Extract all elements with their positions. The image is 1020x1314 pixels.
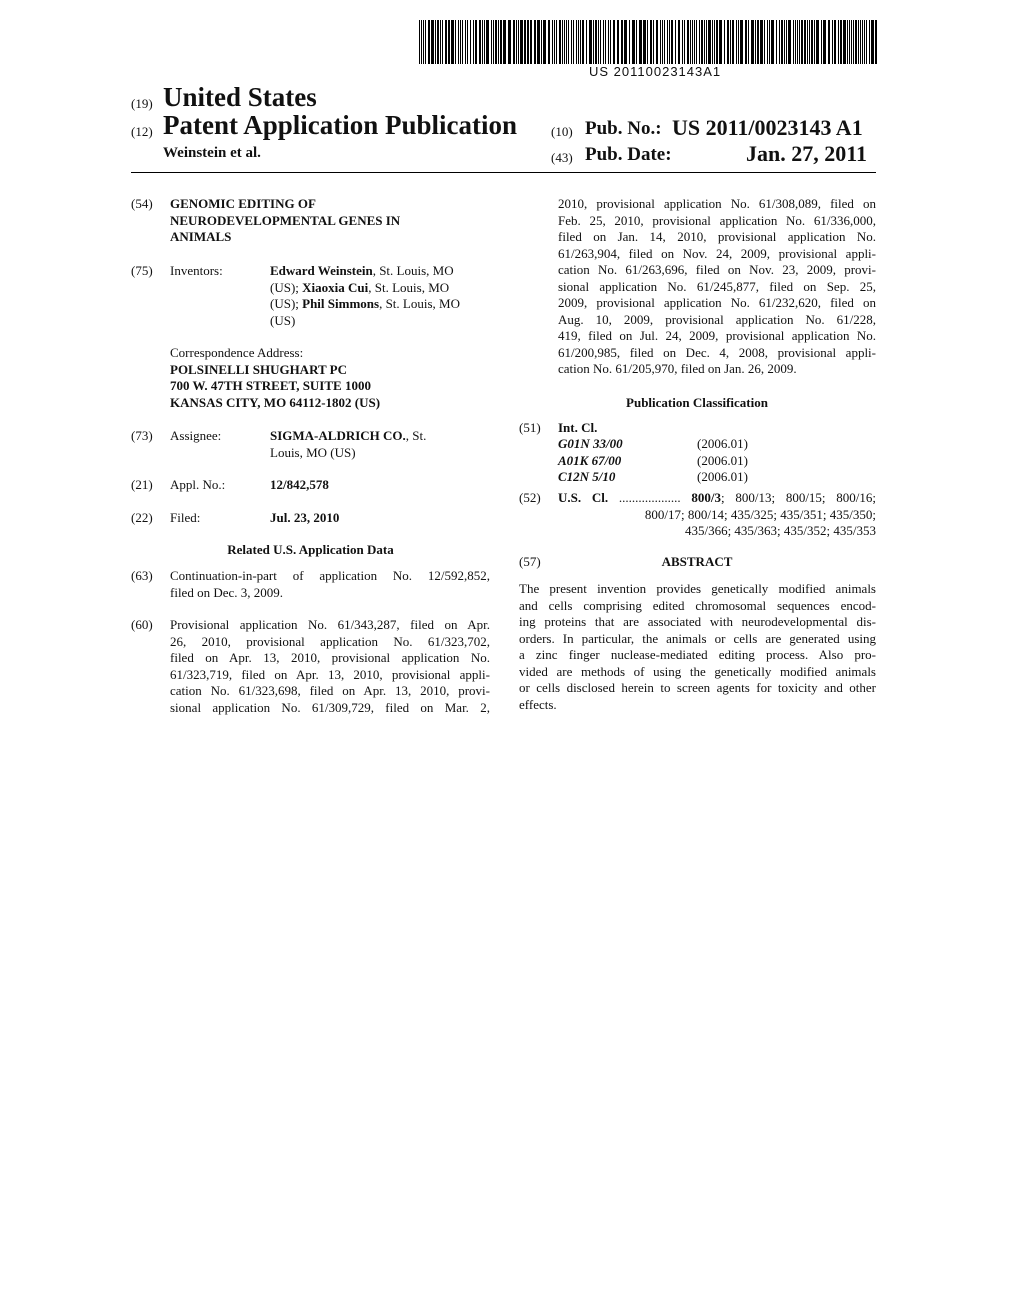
inid-code-73: (73) xyxy=(131,428,153,443)
appl-no: 12/842,578 xyxy=(270,477,329,492)
inid-code-52: (52) xyxy=(519,490,541,505)
int-cl-code: G01N 33/00 xyxy=(558,436,623,451)
int-cl-list xyxy=(558,436,858,486)
inid-code-19: (19) xyxy=(131,96,153,111)
header-rule xyxy=(131,172,876,173)
int-cl-code: C12N 5/10 xyxy=(558,469,616,484)
barcode-bar xyxy=(875,20,877,64)
text-line: 419, filed on Jul. 24, 2009, provisional application No. xyxy=(558,328,876,343)
pub-date-label: Pub. Date: xyxy=(585,144,672,165)
pub-number: US 2011/0023143 A1 xyxy=(672,115,863,140)
text-line: 61/263,904, filed on Nov. 24, 2009, provisional appli- xyxy=(558,245,876,261)
us-cl-main: 800/3 xyxy=(691,490,721,505)
text-line: cation No. 61/205,970, filed on Jan. 26, 2009. xyxy=(558,361,797,376)
text-line: The present invention provides genetically modified animals xyxy=(519,581,876,596)
barcode xyxy=(419,20,877,64)
inid-code-22: (22) xyxy=(131,510,153,525)
inid-code-10: (10) xyxy=(551,124,573,139)
text-line: vided are methods of using the genetically modified animals xyxy=(519,663,876,679)
text-line: and cells comprising edited chromosomal sequences encod- xyxy=(519,597,876,613)
text-line: 61/200,985, filed on Dec. 4, 2008, provisional appli- xyxy=(558,344,876,360)
text-line: or cells disclosed herein to screen agents for toxicity and other xyxy=(519,680,876,695)
pub-date: Jan. 27, 2011 xyxy=(746,141,868,166)
correspondence-address xyxy=(170,345,490,411)
provisional-text xyxy=(170,617,490,716)
text-line: 26, 2010, provisional application No. 61/323,702, xyxy=(170,633,490,649)
related-data-heading: Related U.S. Application Data xyxy=(227,542,394,557)
text-line: Provisional application No. 61/343,287, filed on Apr. xyxy=(170,617,490,632)
filed-label: Filed: xyxy=(170,510,201,525)
inid-code-51: (51) xyxy=(519,420,541,435)
text-line: cation No. 61/323,698, filed on Apr. 13, 2010, provi- xyxy=(170,683,490,698)
barcode-number: US 20110023143A1 xyxy=(589,64,722,79)
publication-type: Patent Application Publication xyxy=(163,110,518,140)
assignee-location: , St. xyxy=(405,428,427,443)
country-name: United States xyxy=(163,82,317,112)
inid-code-43: (43) xyxy=(551,150,573,165)
text-line: effects. xyxy=(519,696,557,712)
assignee-label: Assignee: xyxy=(170,428,222,443)
text-line: ing proteins that are associated with neurodevelopmental dis- xyxy=(519,614,876,629)
text-line: sional application No. 61/309,729, filed on Mar. 2, xyxy=(170,699,490,715)
continuation-text xyxy=(170,568,490,601)
inventor-name: Phil Simmons xyxy=(302,296,380,311)
inid-code-57: (57) xyxy=(519,554,541,569)
int-cl-row xyxy=(558,469,858,486)
abstract-heading: ABSTRACT xyxy=(661,554,733,569)
text-line: Continuation-in-part of application No. 12/592,852, xyxy=(170,568,490,583)
text-line: filed on Jan. 14, 2010, provisional application No. xyxy=(558,229,876,244)
int-cl-version: (2006.01) xyxy=(697,469,748,484)
inventor-country: (US); xyxy=(270,279,303,295)
publication-classification-heading: Publication Classification xyxy=(626,395,768,410)
filed-date: Jul. 23, 2010 xyxy=(270,510,340,525)
inventors-list xyxy=(270,263,495,329)
us-cl-line: 800/17; 800/14; 435/325; 435/351; 435/350; xyxy=(644,506,876,522)
inventor-location: , St. Louis, MO xyxy=(372,263,454,278)
us-cl-label: U.S. Cl. xyxy=(558,490,609,505)
text-line: orders. In particular, the animals or cells are generated using xyxy=(519,630,876,646)
inventor-country: (US); xyxy=(270,296,303,311)
abstract-body xyxy=(519,581,876,713)
inid-code-60: (60) xyxy=(131,617,153,632)
inid-code-75: (75) xyxy=(131,263,153,278)
us-cl-rest: ; 800/13; 800/15; 800/16; xyxy=(721,490,877,505)
provisional-continued xyxy=(558,196,876,378)
inventors-label: Inventors: xyxy=(170,263,223,278)
inventor-location: , St. Louis, MO xyxy=(379,296,460,311)
text-line: cation No. 61/263,696, filed on Nov. 23, 2009, provi- xyxy=(558,262,876,277)
text-line: filed on Apr. 13, 2010, provisional application No. xyxy=(170,650,490,665)
correspondence-line: KANSAS CITY, MO 64112-1802 (US) xyxy=(170,394,381,410)
inid-code-54: (54) xyxy=(131,196,153,211)
us-cl-dots: ................... xyxy=(618,490,681,505)
text-line: 61/323,719, filed on Apr. 13, 2010, provisional appli- xyxy=(170,666,490,682)
text-line: Feb. 25, 2010, provisional application No. 61/336,000, xyxy=(558,212,876,228)
text-line: 2009, provisional application No. 61/232,620, filed on xyxy=(558,295,876,310)
inventor-country: (US) xyxy=(270,312,296,328)
int-cl-row xyxy=(558,453,858,470)
int-cl-version: (2006.01) xyxy=(697,452,748,468)
title-line: NEURODEVELOPMENTAL GENES IN xyxy=(170,212,401,228)
invention-title xyxy=(170,196,490,246)
inid-code-63: (63) xyxy=(131,568,153,583)
inventor-name: Xiaoxia Cui xyxy=(302,279,369,295)
int-cl-code: A01K 67/00 xyxy=(558,452,622,468)
pub-no-label: Pub. No.: xyxy=(585,118,662,139)
appl-no-label: Appl. No.: xyxy=(170,477,226,492)
inventor-short-name: Weinstein et al. xyxy=(163,145,261,161)
correspondence-line: 700 W. 47TH STREET, SUITE 1000 xyxy=(170,378,371,393)
int-cl-label: Int. Cl. xyxy=(558,420,598,435)
inventor-location: , St. Louis, MO xyxy=(368,279,450,295)
text-line: filed on Dec. 3, 2009. xyxy=(170,584,284,600)
title-line: ANIMALS xyxy=(170,229,232,244)
inid-code-12: (12) xyxy=(131,124,153,139)
inventor-name: Edward Weinstein xyxy=(270,263,373,278)
assignee xyxy=(270,428,495,461)
us-cl-line: 435/366; 435/363; 435/352; 435/353 xyxy=(684,523,876,538)
int-cl-version: (2006.01) xyxy=(697,436,748,451)
title-line: GENOMIC EDITING OF xyxy=(170,196,316,211)
text-line: a zinc finger nuclease-mediated editing process. Also pro- xyxy=(519,647,876,662)
inid-code-21: (21) xyxy=(131,477,153,492)
correspondence-line: POLSINELLI SHUGHART PC xyxy=(170,361,348,377)
assignee-location: Louis, MO (US) xyxy=(270,444,356,460)
assignee-name: SIGMA-ALDRICH CO. xyxy=(270,428,406,443)
text-line: Aug. 10, 2009, provisional application No. 61/228, xyxy=(558,311,876,327)
text-line: sional application No. 61/245,877, filed on Sep. 25, xyxy=(558,278,876,294)
text-line: 2010, provisional application No. 61/308,089, filed on xyxy=(558,196,876,211)
us-cl xyxy=(558,490,876,540)
correspondence-label: Correspondence Address: xyxy=(170,345,304,360)
int-cl-row xyxy=(558,436,858,453)
